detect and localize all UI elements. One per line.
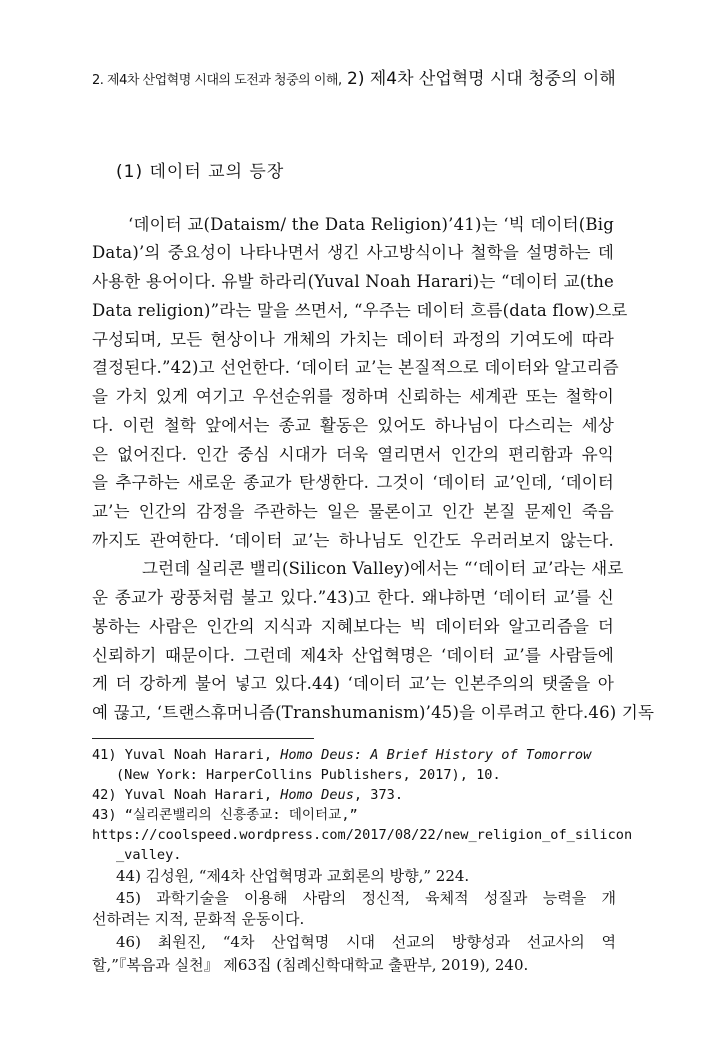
body-line: Data religion)”라는 말을 쓰면서, “우주는 데이터 흐름(data flow)으로 [92,301,628,320]
body-line: 그런데 실리콘 밸리(Silicon Valley)에서는 “‘데이터 교’라는 새로 [142,559,624,578]
body-line: 결정된다.”42)고 선언한다. ‘데이터 교’는 본질적으로 데이터와 알고리즘 [92,358,619,377]
body-line: 교’는 인간의 감정을 주관하는 일은 물론이고 인간 본질 문제인 죽음 [92,502,614,521]
body-line: 구성되며, 모든 현상이나 개체의 가치는 데이터 과정의 기여도에 따라 [92,330,614,349]
body-line: Data)’의 중요성이 나타나면서 생긴 사고방식이나 철학을 설명하는 데 [92,243,614,262]
footnote-41 [92,746,616,764]
footnote-42-title: Homo Deus [280,787,354,803]
footnote-41-title: Homo Deus: A Brief History of Tomorrow [280,747,592,763]
body-line: 사용한 용어이다. 유발 하라리(Yuval Noah Harari)는 “데이터 교(the [92,272,614,291]
footnote-45-cont: 선하려는 지적, 문화적 운동이다. [92,910,305,928]
footnote-43-url: https://coolspeed.wordpress.com/2017/08/22/new_religion_of_silicon [92,827,633,843]
body-line: 예 끊고, ‘트랜스휴머니즘(Transhumanism)’45)을 이루려고 한다.46) 기독 [92,703,655,722]
footnote-43: 43) “실리콘밸리의 신흥종교: 데이터교,” [92,807,358,823]
footnote-42 [92,786,616,804]
body-line: 게 더 강하게 불어 넣고 있다.44) ‘데이터 교’는 인본주의의 탯줄을 아 [92,674,614,693]
section-title: (1) 데이터 교의 등장 [116,162,285,182]
body-line: ‘데이터 교(Dataism/ the Data Religion)’41)는 ‘빅 데이터(Big [128,215,614,234]
footnote-41-cont: (New York: HarperCollins Publishers, 2017), 10. [116,767,501,783]
footnote-46-cont: 할,”『복음과 실천』 제63집 (침례신학대학교 출판부, 2019), 240. [92,956,529,974]
footnote-42-page: , 373. [353,787,404,803]
body-line: 신뢰하기 때문이다. 그런데 제4차 산업혁명은 ‘데이터 교’를 사람들에 [92,646,614,665]
body-line: 을 추구하는 새로운 종교가 탄생한다. 그것이 ‘데이터 교’인데, ‘데이터 [92,473,614,492]
body-line: 은 없어진다. 인간 중심 시대가 더욱 열리면서 인간의 편리함과 유익 [92,445,614,464]
body-line: 운 종교가 광풍처럼 불고 있다.”43)고 한다. 왜냐하면 ‘데이터 교’를 신 [92,588,614,607]
footnote-46: 46) 최원진, “4차 산업혁명 시대 선교의 방향성과 선교사의 역 [116,933,616,951]
footnote-separator [92,738,314,739]
footnote-43-url-cont: _valley. [116,847,182,863]
footnote-41-author: 41) Yuval Noah Harari, [92,747,281,763]
header-subsection-title: 2) 제4차 산업혁명 시대 청중의 이해 [341,69,616,89]
footnote-42-author: 42) Yuval Noah Harari, [92,787,281,803]
body-line: 까지도 관여한다. ‘데이터 교’는 하나님도 인간도 우러러보지 않는다. [92,531,614,550]
footnote-44: 44) 김성원, “제4차 산업혁명과 교회론의 방향,” 224. [116,867,470,885]
handwritten-header-prefix: 2. 제4차 산업혁명 시대의 도전과 청중의 이해, [92,73,342,88]
running-header [92,64,652,89]
body-line: 봉하는 사람은 인간의 지식과 지혜보다는 빅 데이터와 알고리즘을 더 [92,617,614,636]
footnote-45: 45) 과학기술을 이용해 사람의 정신적, 육체적 성질과 능력을 개 [116,889,616,907]
body-line: 을 가치 있게 여기고 우선순위를 정하며 신뢰하는 세계관 또는 철학이 [92,387,614,406]
body-line: 다. 이런 철학 앞에서는 종교 활동은 있어도 하나님이 다스리는 세상 [92,416,614,435]
